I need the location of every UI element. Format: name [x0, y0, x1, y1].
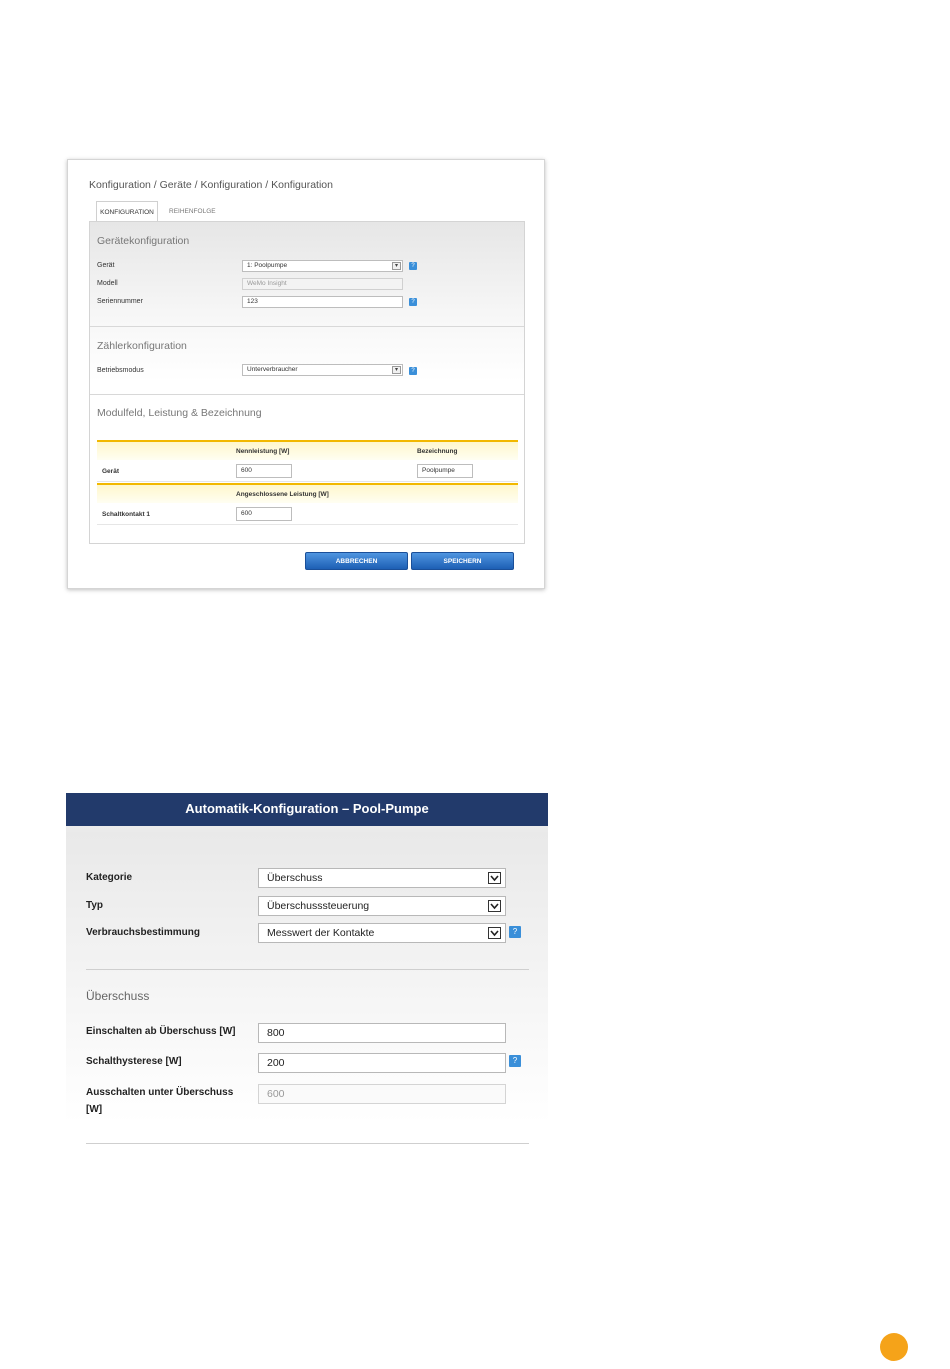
save-button[interactable]: SPEICHERN — [411, 552, 514, 570]
schalthysterese-label: Schalthysterese [W] — [86, 1056, 182, 1067]
section-divider — [90, 326, 524, 327]
ausschalten-label — [86, 1087, 233, 1115]
column-header-angeschlossene-leistung: Angeschlossene Leistung [W] — [236, 491, 329, 498]
schalthysterese-input[interactable]: 200 — [258, 1053, 506, 1073]
geraet-label: Gerät — [97, 262, 115, 269]
breadcrumb: Konfiguration / Geräte / Konfiguration / Konfiguration — [89, 179, 333, 191]
bezeichnung-input[interactable]: Poolpumpe — [417, 464, 473, 478]
einschalten-label: Einschalten ab Überschuss [W] — [86, 1026, 236, 1037]
typ-select-value: Überschusssteuerung — [267, 900, 370, 912]
seriennummer-input[interactable]: 123 — [242, 296, 403, 308]
device-config-window — [67, 159, 545, 589]
help-icon[interactable]: ? — [409, 367, 417, 375]
help-icon[interactable]: ? — [409, 298, 417, 306]
cancel-button[interactable]: ABBRECHEN — [305, 552, 408, 570]
row-label-geraet: Gerät — [102, 468, 119, 475]
tab-reihenfolge[interactable]: REIHENFOLGE — [169, 208, 216, 215]
typ-select[interactable] — [258, 896, 506, 916]
betriebsmodus-select-value: Unterverbraucher — [247, 366, 298, 373]
geraet-select-value: 1: Poolpumpe — [247, 262, 288, 269]
section-title-zaehlerkonfiguration: Zählerkonfiguration — [97, 340, 187, 352]
verbrauchsbestimmung-label: Verbrauchsbestimmung — [86, 927, 200, 938]
config-content — [89, 221, 525, 544]
betriebsmodus-select[interactable] — [242, 364, 403, 376]
chevron-down-icon — [488, 927, 501, 939]
window-title: Automatik-Konfiguration – Pool-Pumpe — [66, 793, 548, 826]
automatik-config-window — [66, 793, 548, 1150]
kategorie-label: Kategorie — [86, 872, 133, 883]
typ-label: Typ — [86, 900, 104, 911]
einschalten-input[interactable]: 800 — [258, 1023, 506, 1043]
help-icon[interactable]: ? — [509, 926, 521, 938]
section-divider — [90, 394, 524, 395]
table-row — [97, 503, 518, 525]
row-label-schaltkontakt: Schaltkontakt 1 — [102, 511, 151, 518]
section-title-geraetekonfiguration: Gerätekonfiguration — [97, 235, 190, 247]
nennleistung-input[interactable]: 600 — [236, 464, 292, 478]
table-header — [97, 483, 518, 503]
chevron-down-icon — [488, 872, 501, 884]
section-title-ueberschuss: Überschuss — [86, 989, 150, 1003]
ausschalten-field: 600 — [258, 1084, 506, 1104]
help-icon[interactable]: ? — [409, 262, 417, 270]
betriebsmodus-label: Betriebsmodus — [97, 367, 144, 374]
kategorie-select[interactable] — [258, 868, 506, 888]
ausschalten-label-line2: [W] — [86, 1104, 103, 1115]
table-row — [97, 460, 518, 482]
column-header-nennleistung: Nennleistung [W] — [236, 448, 290, 455]
table-header — [97, 440, 518, 460]
kategorie-select-value: Überschuss — [267, 872, 323, 884]
chevron-down-icon: ▾ — [392, 262, 401, 270]
modell-label: Modell — [97, 280, 118, 287]
section-divider — [86, 1143, 529, 1144]
verbrauchsbestimmung-select-value: Messwert der Kontakte — [267, 927, 375, 939]
tab-konfiguration[interactable]: KONFIGURATION — [96, 201, 158, 222]
seriennummer-label: Seriennummer — [97, 298, 143, 305]
section-title-modulfeld: Modulfeld, Leistung & Bezeichnung — [97, 407, 262, 419]
page-marker-dot — [880, 1333, 908, 1361]
verbrauchsbestimmung-select[interactable] — [258, 923, 506, 943]
modell-field: WeMo Insight — [242, 278, 403, 290]
help-icon[interactable]: ? — [509, 1055, 521, 1067]
section-divider — [86, 969, 529, 970]
chevron-down-icon — [488, 900, 501, 912]
ausschalten-label-line1: Ausschalten unter Überschuss — [86, 1087, 234, 1098]
chevron-down-icon: ▾ — [392, 366, 401, 374]
angeschlossene-leistung-input[interactable]: 600 — [236, 507, 292, 521]
column-header-bezeichnung: Bezeichnung — [417, 448, 458, 455]
geraet-select[interactable] — [242, 260, 403, 272]
